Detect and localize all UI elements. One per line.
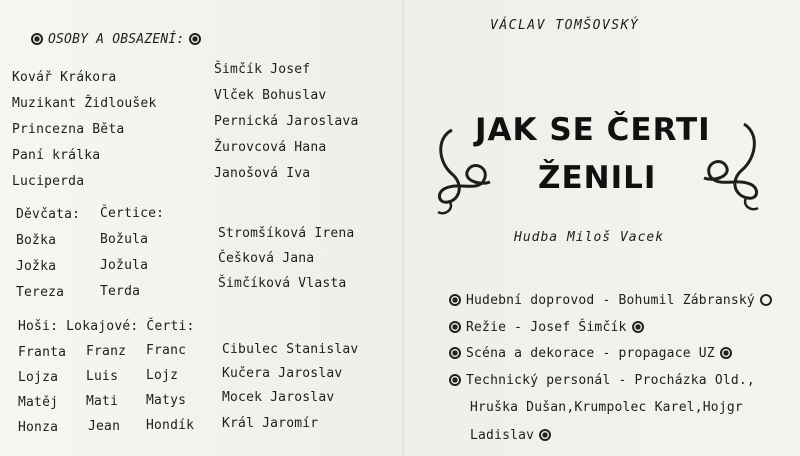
cast-role-2: Muzikant Židloušek [12, 96, 157, 111]
cast-actor-3: Pernická Jaroslava [214, 114, 359, 129]
credit-line-1: Hudební doprovod - Bohumil Zábranský [444, 293, 777, 308]
boy-actor: Kučera Jaroslav [222, 366, 343, 381]
bullet-icon [539, 429, 551, 441]
cast-role-5: Luciperda [12, 174, 85, 189]
girls-header-1: Děvčata: [16, 207, 81, 222]
boy-actor: Cibulec Stanislav [222, 342, 359, 357]
play-title-line2: ŽENILI [538, 160, 657, 196]
boy-name: Franta [18, 345, 67, 360]
credit-line-6: Ladislav [470, 428, 556, 443]
bullet-icon [449, 374, 461, 386]
devil-name: Matys [146, 393, 187, 408]
boy-name: Lojza [18, 370, 59, 385]
cast-actor-1: Šimčík Josef [214, 62, 311, 77]
girl-actor: Češková Jana [218, 251, 315, 266]
girl-actor: Stromšíková Irena [218, 226, 355, 241]
credit-line-5: Hruška Dušan,Krumpolec Karel,Hojgr [470, 400, 743, 415]
devil-girl-name: Terda [100, 284, 141, 299]
devil-name: Lojz [146, 368, 179, 383]
cast-role-4: Paní králka [12, 148, 101, 163]
bullet-icon [449, 294, 461, 306]
devil-girl-name: Jožula [100, 258, 149, 273]
cast-header: OSOBY A OBSAZENÍ: [26, 32, 206, 47]
lackey-name: Mati [86, 394, 119, 409]
girl-name: Božka [16, 233, 57, 248]
bullet-icon [720, 347, 732, 359]
boy-actor: Mocek Jaroslav [222, 390, 335, 405]
cast-role-3: Princezna Běta [12, 122, 125, 137]
devil-name: Hondík [146, 418, 195, 433]
cast-role-1: Kovář Krákora [12, 70, 117, 85]
bullet-icon [449, 321, 461, 333]
girl-name: Jožka [16, 259, 57, 274]
bullet-icon [760, 294, 772, 306]
cast-actor-5: Janošová Iva [214, 166, 311, 181]
boy-name: Matěj [18, 395, 59, 410]
play-title-line1: JAK SE ČERTI [475, 112, 711, 148]
credit-line-2: Režie - Josef Šimčík [444, 320, 649, 335]
lackey-name: Franz [86, 344, 127, 359]
girls-header-2: Čertice: [100, 206, 165, 221]
boy-name: Honza [18, 420, 59, 435]
lackey-name: Jean [88, 419, 121, 434]
bullet-icon [189, 33, 201, 45]
boys-header: Hoši: Lokajové: Čerti: [18, 319, 195, 334]
girl-name: Tereza [16, 285, 65, 300]
page-fold [402, 0, 404, 456]
lackey-name: Luis [86, 369, 119, 384]
music-credit: Hudba Miloš Vacek [514, 230, 665, 245]
cast-actor-2: Vlček Bohuslav [214, 88, 327, 103]
boy-actor: Král Jaromír [222, 416, 319, 431]
bullet-icon [31, 33, 43, 45]
bullet-icon [449, 347, 461, 359]
devil-girl-name: Božula [100, 232, 149, 247]
credit-line-4: Technický personál - Procházka Old., [444, 373, 755, 388]
author-name: VÁCLAV TOMŠOVSKÝ [490, 18, 640, 33]
bullet-icon [632, 321, 644, 333]
girl-actor: Šimčíková Vlasta [218, 276, 347, 291]
cast-actor-4: Žurovcová Hana [214, 140, 327, 155]
credit-line-3: Scéna a dekorace - propagace UZ [444, 346, 737, 361]
devil-name: Franc [146, 343, 187, 358]
